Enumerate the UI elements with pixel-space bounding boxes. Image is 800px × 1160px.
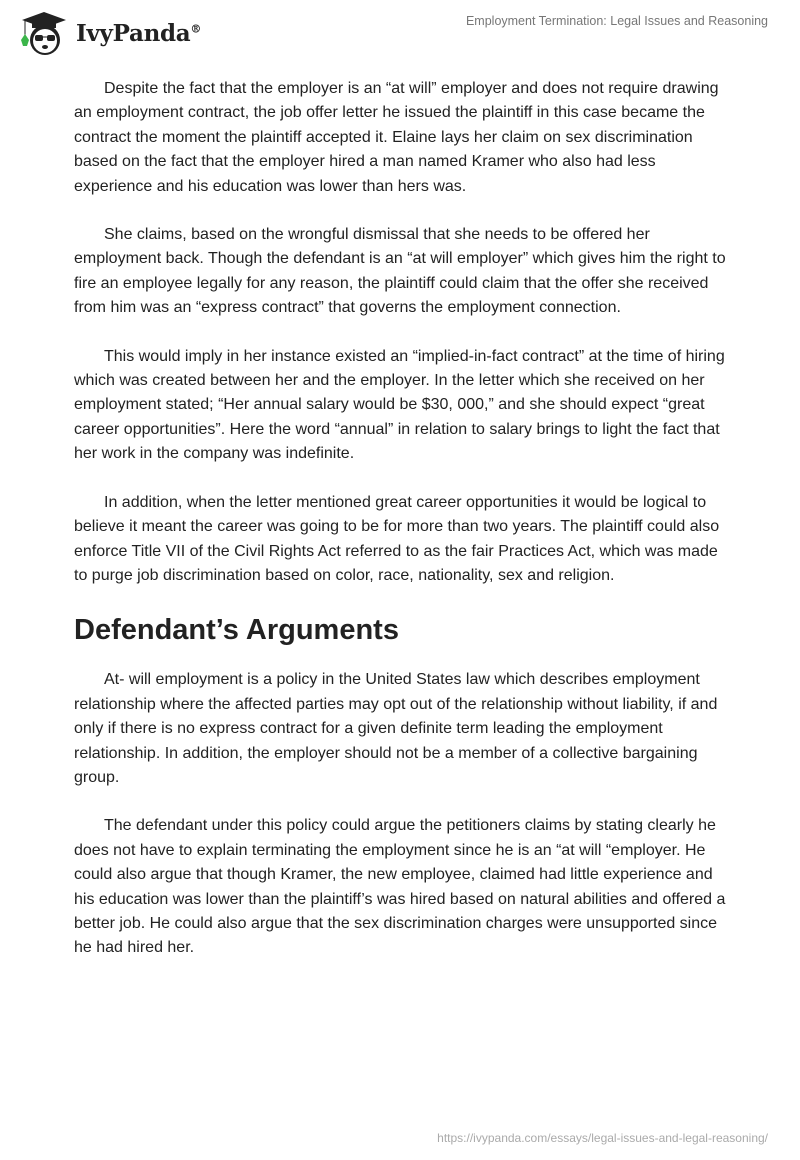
logo-text: IvyPanda® xyxy=(76,19,202,47)
essay-content xyxy=(74,77,728,985)
panda-graduate-icon xyxy=(18,10,70,56)
paragraph: This would imply in her instance existed an “implied-in-fact contract” at the time of hiring which was created between her and the employer. In the letter which she received on her employment stated; “Her annual salary would be $30, 000,” and she should expect “great career opportunities”. Here the word “annual” in relation to salary brings to light the fact that her work in the company was indefinite. xyxy=(74,347,725,463)
source-url[interactable]: https://ivypanda.com/essays/legal-issues-and-legal-reasoning/ xyxy=(437,1131,768,1145)
paragraph: The defendant under this policy could argue the petitioners claims by stating clearly he does not have to explain terminating the employment since he is an “at will “employer. He could also argue that though Kramer, the new employee, claimed had little experience and his education was lower than the plaintiff’s was hired based on natural abilities and offered a better job. He could also argue that the sex discrimination charges were unsupported since he had hired her. xyxy=(74,817,726,957)
paragraph: She claims, based on the wrongful dismissal that she needs to be offered her employment back. Though the defendant is an “at will employer” which gives him the right to fire an employee legally for any reason, the plaintiff could claim that the offer she received from him was an “express contract” that governs the employment connection. xyxy=(74,226,726,317)
page-header xyxy=(0,0,800,60)
ivypanda-logo[interactable] xyxy=(18,10,201,56)
document-title: Employment Termination: Legal Issues and Reasoning xyxy=(465,14,768,28)
paragraph: In addition, when the letter mentioned great career opportunities it would be logical to believe it meant the career was going to be for more than two years. The plaintiff could also enforce Title VII of the Civil Rights Act referred to as the fair Practices Act, which was made to purge job discrimination based on color, race, nationality, sex and religion. xyxy=(74,493,720,584)
paragraph: At- will employment is a policy in the United States law which describes employment relationship where the affected parties may opt out of the relationship without liability, if and only if there is no express contract for a given definite term leading the employment relationship. In addition, the employer should not be a member of a collective bargaining group. xyxy=(74,671,718,786)
paragraph: Despite the fact that the employer is an “at will” employer and does not require drawing an employment contract, the job offer letter he issued the plaintiff in this case became the contract the moment the plaintiff accepted it. Elaine lays her claim on sex discrimination based on the fact that the employer hired a man named Kramer who also had less experience and his education was lower than hers was. xyxy=(74,80,719,195)
section-heading: Defendant’s Arguments xyxy=(74,614,399,647)
